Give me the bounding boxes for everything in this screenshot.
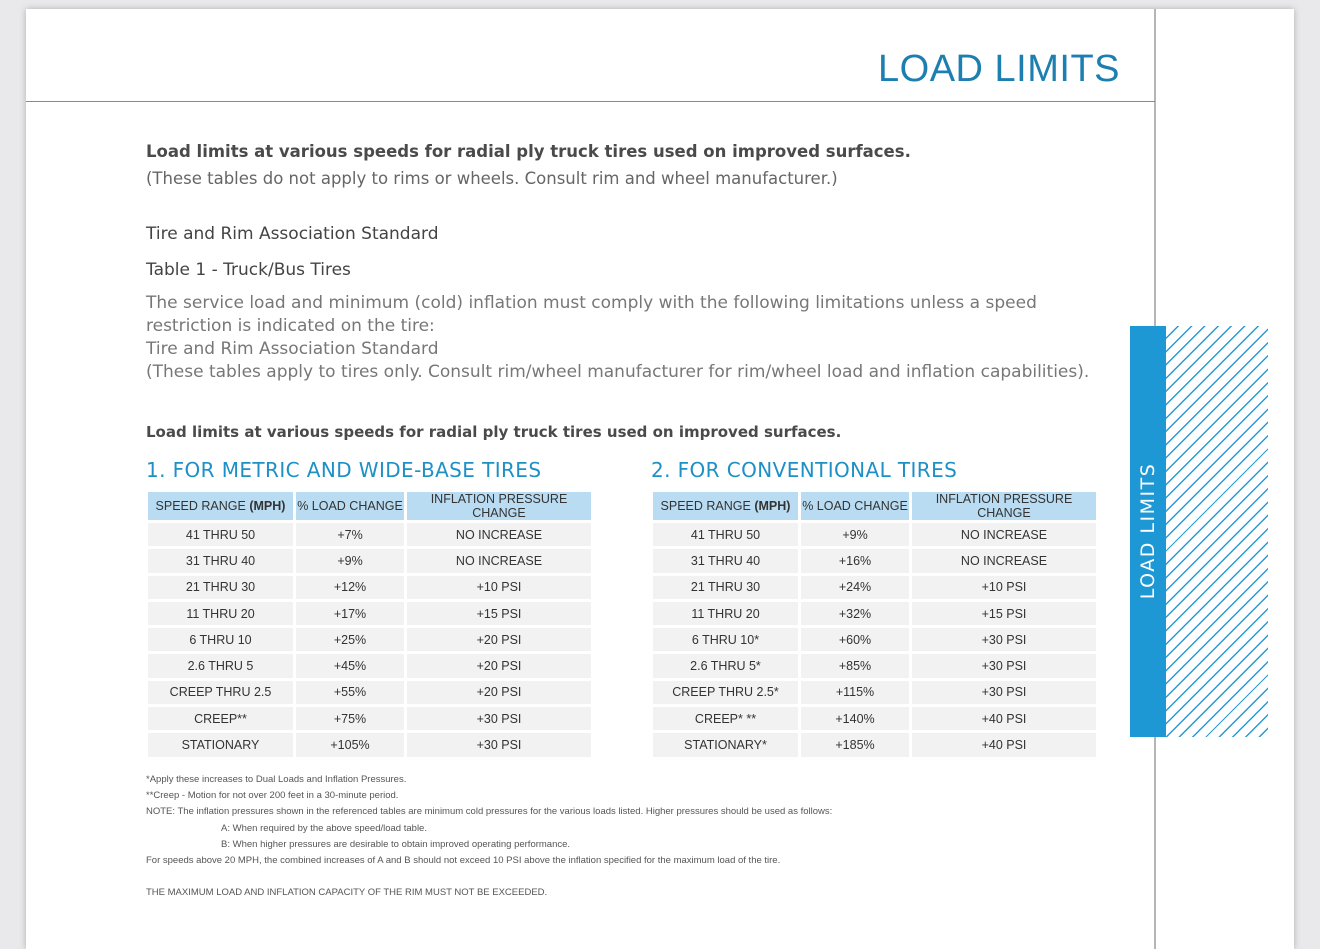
table-header-row [148,492,591,520]
cell-speed-range: 21 THRU 30 [148,576,293,599]
table-row [653,681,1096,704]
cell-speed-range: 2.6 THRU 5* [653,654,798,677]
col-load-change: % LOAD CHANGE [801,492,909,520]
cell-load-change: +105% [296,733,404,756]
cell-speed-range: 31 THRU 40 [653,549,798,572]
cell-load-change: +185% [801,733,909,756]
footnote-spacer [146,869,832,885]
intro-paragraph-line: The service load and minimum (cold) inflation must comply with the following limitations unless a speed restriction is indicated on the tire: [146,293,1037,336]
col-speed-range [653,492,798,520]
cell-inflation-change: +30 PSI [407,733,591,756]
footnote-dual: *Apply these increases to Dual Loads and Inflation Pressures. [146,774,407,785]
conventional-tires-table [650,489,1099,760]
table-row [653,523,1096,546]
intro-lead: Load limits at various speeds for radial ply truck tires used on improved surfaces. [146,142,911,161]
cell-inflation-change: +40 PSI [912,707,1096,730]
cell-load-change: +75% [296,707,404,730]
intro-paragraph-line: (These tables apply to tires only. Consult rim/wheel manufacturer for rim/wheel load and inflation capabilities). [146,362,1090,382]
table-row [653,576,1096,599]
table-row [653,707,1096,730]
footnote-speed-limit: For speeds above 20 MPH, the combined increases of A and B should not exceed 10 PSI above the inflation specified for the maximum load of the tire. [146,855,781,867]
cell-load-change: +60% [801,628,909,651]
footnote-b: B: When higher pressures are desirable to obtain improved operating performance. [221,838,571,850]
footnote-creep: **Creep - Motion for not over 200 feet in a 30-minute period. [146,790,399,802]
cell-load-change: +9% [296,549,404,572]
cell-inflation-change: +10 PSI [407,576,591,599]
cell-load-change: +32% [801,602,909,625]
cell-speed-range: 11 THRU 20 [653,602,798,625]
cell-speed-range: 31 THRU 40 [148,549,293,572]
table-row [148,707,591,730]
table-row [148,654,591,677]
cell-inflation-change: +20 PSI [407,654,591,677]
cell-load-change: +16% [801,549,909,572]
metric-tires-rows [148,523,591,757]
table-row [653,602,1096,625]
table-row [148,576,591,599]
document-page [26,9,1294,949]
col-speed-unit: (MPH) [249,499,286,513]
intro-subtext: (These tables do not apply to rims or wheels. Consult rim and wheel manufacturer.) [146,169,838,188]
col-inflation-change: INFLATION PRESSURE CHANGE [407,492,591,520]
cell-speed-range: 21 THRU 30 [653,576,798,599]
conventional-tires-rows [653,523,1096,757]
cell-speed-range: 41 THRU 50 [148,523,293,546]
col-inflation-change: INFLATION PRESSURE CHANGE [912,492,1096,520]
cell-inflation-change: +30 PSI [912,628,1096,651]
cell-inflation-change: +10 PSI [912,576,1096,599]
table-row [148,628,591,651]
cell-speed-range: 41 THRU 50 [653,523,798,546]
col-speed-label: SPEED RANGE [660,499,755,513]
cell-inflation-change: +20 PSI [407,628,591,651]
cell-inflation-change: +30 PSI [407,707,591,730]
cell-inflation-change: +40 PSI [912,733,1096,756]
col-speed-unit: (MPH) [754,499,791,513]
tables-lead: Load limits at various speeds for radial ply truck tires used on improved surfaces. [146,423,842,441]
table-row [148,523,591,546]
cell-speed-range: 2.6 THRU 5 [148,654,293,677]
cell-load-change: +45% [296,654,404,677]
intro-paragraph [146,292,1116,384]
table-row [653,549,1096,572]
hatch-pattern-decoration [1166,326,1268,737]
cell-load-change: +140% [801,707,909,730]
table-row [653,654,1096,677]
table-row [148,549,591,572]
cell-inflation-change: +30 PSI [912,681,1096,704]
table1-heading: 1. FOR METRIC AND WIDE-BASE TIRES [146,458,542,482]
cell-speed-range: 6 THRU 10 [148,628,293,651]
footnotes [146,772,832,901]
footnote-rim-warning: THE MAXIMUM LOAD AND INFLATION CAPACITY OF THE RIM MUST NOT BE EXCEEDED. [146,887,548,899]
cell-speed-range: CREEP** [148,707,293,730]
cell-speed-range: STATIONARY* [653,733,798,756]
cell-inflation-change: NO INCREASE [912,549,1096,572]
footnote-a: A: When required by the above speed/load table. [221,822,427,834]
cell-load-change: +9% [801,523,909,546]
cell-load-change: +55% [296,681,404,704]
cell-inflation-change: +15 PSI [912,602,1096,625]
cell-inflation-change: +20 PSI [407,681,591,704]
cell-load-change: +17% [296,602,404,625]
footnote-inflation-note: NOTE: The inflation pressures shown in the referenced tables are minimum cold pressures for the various loads listed. Higher pressures should be used as follows: [146,806,833,818]
cell-speed-range: CREEP* ** [653,707,798,730]
col-speed-range [148,492,293,520]
cell-load-change: +85% [801,654,909,677]
intro-paragraph-line: Tire and Rim Association Standard [146,339,439,359]
table-row [653,733,1096,756]
table-row [653,628,1096,651]
cell-inflation-change: NO INCREASE [407,523,591,546]
cell-load-change: +12% [296,576,404,599]
table-header-row [653,492,1096,520]
header-divider [26,101,1155,102]
table-row [148,602,591,625]
cell-load-change: +25% [296,628,404,651]
cell-inflation-change: NO INCREASE [912,523,1096,546]
standard-heading: Tire and Rim Association Standard [146,224,439,244]
table2-heading: 2. FOR CONVENTIONAL TIRES [651,458,958,482]
cell-load-change: +7% [296,523,404,546]
cell-inflation-change: NO INCREASE [407,549,591,572]
cell-speed-range: STATIONARY [148,733,293,756]
cell-speed-range: 6 THRU 10* [653,628,798,651]
table-row [148,733,591,756]
cell-inflation-change: +15 PSI [407,602,591,625]
side-tab-label: LOAD LIMITS [1137,462,1159,600]
cell-speed-range: 11 THRU 20 [148,602,293,625]
col-speed-label: SPEED RANGE [155,499,250,513]
col-load-change: % LOAD CHANGE [296,492,404,520]
cell-speed-range: CREEP THRU 2.5* [653,681,798,704]
cell-load-change: +24% [801,576,909,599]
cell-inflation-change: +30 PSI [912,654,1096,677]
metric-tires-table [145,489,594,760]
table-row [148,681,591,704]
cell-load-change: +115% [801,681,909,704]
table-heading: Table 1 - Truck/Bus Tires [146,260,351,280]
cell-speed-range: CREEP THRU 2.5 [148,681,293,704]
page-title: LOAD LIMITS [878,48,1120,90]
